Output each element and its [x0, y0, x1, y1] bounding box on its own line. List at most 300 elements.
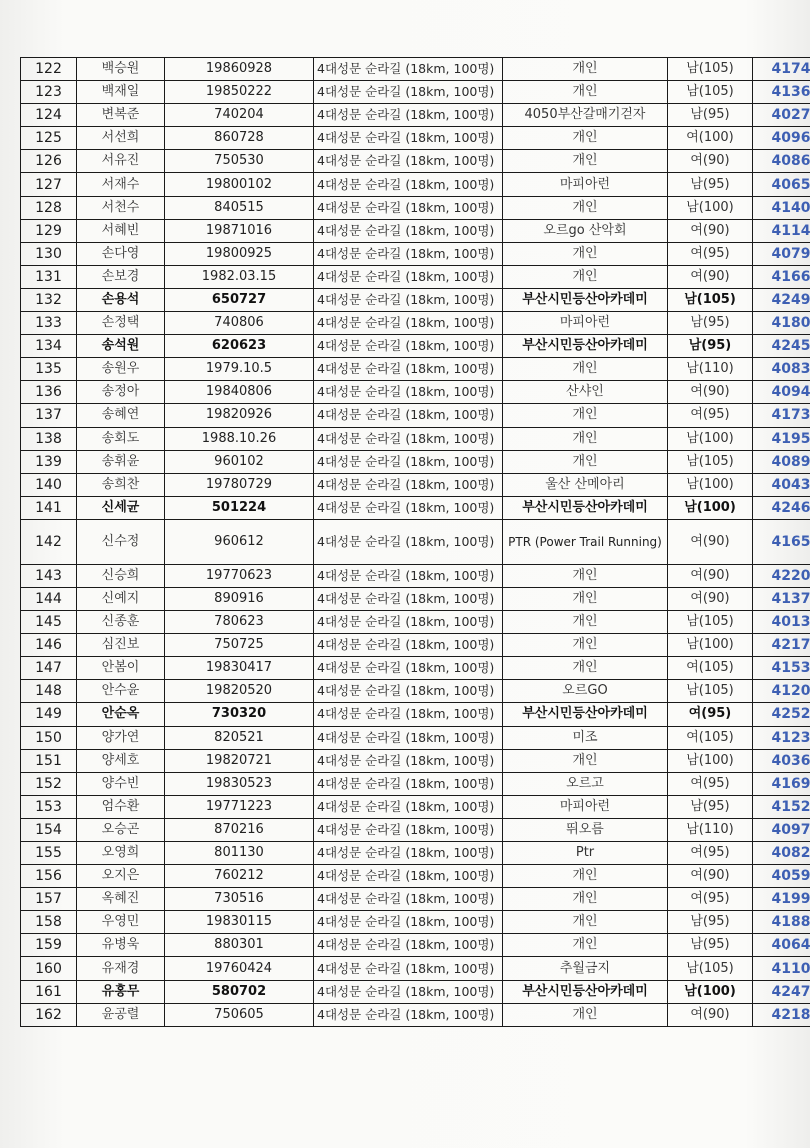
table-row	[21, 980, 810, 1003]
club-name: 개인	[503, 587, 668, 610]
row-number: 162	[21, 1003, 77, 1026]
course-name: 4대성문 순라길 (18km, 100명)	[314, 288, 503, 311]
club-name: 오르GO	[503, 680, 668, 703]
shirt-size: 남(105)	[668, 58, 753, 81]
course-name: 4대성문 순라길 (18km, 100명)	[314, 957, 503, 980]
birth-date: 19830115	[165, 911, 314, 934]
bib-number: 4199	[753, 888, 810, 911]
table-row	[21, 657, 810, 680]
birth-date: 580702	[165, 980, 314, 1003]
course-name: 4대성문 순라길 (18km, 100명)	[314, 219, 503, 242]
row-number: 138	[21, 427, 77, 450]
shirt-size: 여(90)	[668, 150, 753, 173]
row-number: 140	[21, 473, 77, 496]
table-row	[21, 865, 810, 888]
club-name: Ptr	[503, 842, 668, 865]
birth-date: 19830523	[165, 772, 314, 795]
table-row	[21, 381, 810, 404]
participant-name: 신수정	[77, 519, 165, 564]
birth-date: 801130	[165, 842, 314, 865]
shirt-size: 남(105)	[668, 288, 753, 311]
row-number: 126	[21, 150, 77, 173]
bib-number: 4136	[753, 81, 810, 104]
participant-name: 양세호	[77, 749, 165, 772]
shirt-size: 여(95)	[668, 842, 753, 865]
shirt-size: 여(95)	[668, 772, 753, 795]
row-number: 150	[21, 726, 77, 749]
club-name: 개인	[503, 58, 668, 81]
table-row	[21, 81, 810, 104]
course-name: 4대성문 순라길 (18km, 100명)	[314, 404, 503, 427]
bib-number: 4249	[753, 288, 810, 311]
course-name: 4대성문 순라길 (18km, 100명)	[314, 358, 503, 381]
bib-number: 4036	[753, 749, 810, 772]
club-name: 개인	[503, 127, 668, 150]
participant-name: 유재경	[77, 957, 165, 980]
row-number: 157	[21, 888, 77, 911]
shirt-size: 남(110)	[668, 358, 753, 381]
shirt-size: 남(100)	[668, 196, 753, 219]
birth-date: 750605	[165, 1003, 314, 1026]
shirt-size: 남(100)	[668, 749, 753, 772]
table-row	[21, 564, 810, 587]
participant-name: 우영민	[77, 911, 165, 934]
table-row	[21, 196, 810, 219]
club-name: 오르go 산악회	[503, 219, 668, 242]
bib-number: 4114	[753, 219, 810, 242]
table-row	[21, 1003, 810, 1026]
club-name: 개인	[503, 358, 668, 381]
birth-date: 19770623	[165, 564, 314, 587]
participant-name: 손정택	[77, 312, 165, 335]
club-name: 추월금지	[503, 957, 668, 980]
row-number: 159	[21, 934, 77, 957]
shirt-size: 여(90)	[668, 381, 753, 404]
birth-date: 19771223	[165, 795, 314, 818]
birth-date: 19871016	[165, 219, 314, 242]
shirt-size: 남(110)	[668, 818, 753, 841]
row-number: 156	[21, 865, 77, 888]
club-name: 개인	[503, 634, 668, 657]
course-name: 4대성문 순라길 (18km, 100명)	[314, 680, 503, 703]
bib-number: 4110	[753, 957, 810, 980]
course-name: 4대성문 순라길 (18km, 100명)	[314, 81, 503, 104]
bib-number: 4043	[753, 473, 810, 496]
bib-number: 4247	[753, 980, 810, 1003]
course-name: 4대성문 순라길 (18km, 100명)	[314, 312, 503, 335]
shirt-size: 여(95)	[668, 242, 753, 265]
row-number: 132	[21, 288, 77, 311]
bib-number: 4123	[753, 726, 810, 749]
table-row	[21, 335, 810, 358]
participant-name: 신종훈	[77, 611, 165, 634]
table-row	[21, 587, 810, 610]
table-row	[21, 473, 810, 496]
bib-number: 4165	[753, 519, 810, 564]
row-number: 148	[21, 680, 77, 703]
shirt-size: 여(90)	[668, 265, 753, 288]
course-name: 4대성문 순라길 (18km, 100명)	[314, 196, 503, 219]
course-name: 4대성문 순라길 (18km, 100명)	[314, 58, 503, 81]
shirt-size: 여(100)	[668, 127, 753, 150]
club-name: 개인	[503, 657, 668, 680]
shirt-size: 여(90)	[668, 564, 753, 587]
course-name: 4대성문 순라길 (18km, 100명)	[314, 587, 503, 610]
table-row	[21, 450, 810, 473]
course-name: 4대성문 순라길 (18km, 100명)	[314, 703, 503, 726]
birth-date: 730516	[165, 888, 314, 911]
table-row	[21, 680, 810, 703]
club-name: 개인	[503, 196, 668, 219]
club-name: 개인	[503, 749, 668, 772]
row-number: 151	[21, 749, 77, 772]
course-name: 4대성문 순라길 (18km, 100명)	[314, 242, 503, 265]
table-row	[21, 496, 810, 519]
bib-number: 4152	[753, 795, 810, 818]
row-number: 128	[21, 196, 77, 219]
table-row	[21, 842, 810, 865]
shirt-size: 남(100)	[668, 980, 753, 1003]
participant-name: 유병욱	[77, 934, 165, 957]
participant-name: 서천수	[77, 196, 165, 219]
row-number: 155	[21, 842, 77, 865]
course-name: 4대성문 순라길 (18km, 100명)	[314, 335, 503, 358]
course-name: 4대성문 순라길 (18km, 100명)	[314, 795, 503, 818]
participant-name: 서선희	[77, 127, 165, 150]
participant-name: 오영희	[77, 842, 165, 865]
club-name: 울산 산메아리	[503, 473, 668, 496]
club-name: 오르고	[503, 772, 668, 795]
row-number: 146	[21, 634, 77, 657]
birth-date: 780623	[165, 611, 314, 634]
shirt-size: 남(105)	[668, 611, 753, 634]
birth-date: 501224	[165, 496, 314, 519]
birth-date: 870216	[165, 818, 314, 841]
participant-name: 신승희	[77, 564, 165, 587]
birth-date: 19780729	[165, 473, 314, 496]
participant-table-body	[21, 58, 810, 1027]
bib-number: 4217	[753, 634, 810, 657]
row-number: 147	[21, 657, 77, 680]
course-name: 4대성문 순라길 (18km, 100명)	[314, 496, 503, 519]
birth-date: 19820520	[165, 680, 314, 703]
bib-number: 4083	[753, 358, 810, 381]
shirt-size: 남(105)	[668, 450, 753, 473]
bib-number: 4180	[753, 312, 810, 335]
row-number: 139	[21, 450, 77, 473]
row-number: 127	[21, 173, 77, 196]
row-number: 144	[21, 587, 77, 610]
birth-date: 620623	[165, 335, 314, 358]
shirt-size: 남(95)	[668, 173, 753, 196]
club-name: 부산시민등산아카데미	[503, 980, 668, 1003]
participant-name: 신세균	[77, 496, 165, 519]
shirt-size: 여(90)	[668, 1003, 753, 1026]
table-row	[21, 427, 810, 450]
birth-date: 19800925	[165, 242, 314, 265]
row-number: 152	[21, 772, 77, 795]
table-row	[21, 772, 810, 795]
participant-name: 송원우	[77, 358, 165, 381]
table-row	[21, 634, 810, 657]
row-number: 141	[21, 496, 77, 519]
shirt-size: 여(90)	[668, 519, 753, 564]
course-name: 4대성문 순라길 (18km, 100명)	[314, 150, 503, 173]
row-number: 131	[21, 265, 77, 288]
participant-name: 오지은	[77, 865, 165, 888]
participant-name: 양수빈	[77, 772, 165, 795]
club-name: 개인	[503, 1003, 668, 1026]
birth-date: 19830417	[165, 657, 314, 680]
bib-number: 4065	[753, 173, 810, 196]
course-name: 4대성문 순라길 (18km, 100명)	[314, 473, 503, 496]
row-number: 153	[21, 795, 77, 818]
bib-number: 4173	[753, 404, 810, 427]
birth-date: 19840806	[165, 381, 314, 404]
bib-number: 4089	[753, 450, 810, 473]
participant-name: 유홍무	[77, 980, 165, 1003]
shirt-size: 남(105)	[668, 957, 753, 980]
shirt-size: 여(105)	[668, 657, 753, 680]
club-name: 개인	[503, 911, 668, 934]
shirt-size: 여(105)	[668, 726, 753, 749]
table-row	[21, 611, 810, 634]
table-row	[21, 818, 810, 841]
bib-number: 4220	[753, 564, 810, 587]
table-row	[21, 703, 810, 726]
birth-date: 960612	[165, 519, 314, 564]
bib-number: 4064	[753, 934, 810, 957]
birth-date: 1988.10.26	[165, 427, 314, 450]
course-name: 4대성문 순라길 (18km, 100명)	[314, 173, 503, 196]
bib-number: 4153	[753, 657, 810, 680]
participant-name: 안수윤	[77, 680, 165, 703]
bib-number: 4246	[753, 496, 810, 519]
table-row	[21, 795, 810, 818]
bib-number: 4245	[753, 335, 810, 358]
row-number: 145	[21, 611, 77, 634]
row-number: 133	[21, 312, 77, 335]
participant-name: 손보경	[77, 265, 165, 288]
shirt-size: 남(95)	[668, 934, 753, 957]
row-number: 130	[21, 242, 77, 265]
course-name: 4대성문 순라길 (18km, 100명)	[314, 1003, 503, 1026]
bib-number: 4252	[753, 703, 810, 726]
participant-name: 안봄이	[77, 657, 165, 680]
participant-name: 송희찬	[77, 473, 165, 496]
table-row	[21, 911, 810, 934]
course-name: 4대성문 순라길 (18km, 100명)	[314, 657, 503, 680]
shirt-size: 남(100)	[668, 473, 753, 496]
birth-date: 1979.10.5	[165, 358, 314, 381]
table-row	[21, 265, 810, 288]
course-name: 4대성문 순라길 (18km, 100명)	[314, 427, 503, 450]
birth-date: 860728	[165, 127, 314, 150]
shirt-size: 남(105)	[668, 680, 753, 703]
row-number: 160	[21, 957, 77, 980]
club-name: 부산시민등산아카데미	[503, 496, 668, 519]
row-number: 122	[21, 58, 77, 81]
club-name: 개인	[503, 611, 668, 634]
club-name: PTR (Power Trail Running)	[503, 519, 668, 564]
birth-date: 750530	[165, 150, 314, 173]
participant-name: 손다영	[77, 242, 165, 265]
shirt-size: 남(95)	[668, 911, 753, 934]
bib-number: 4079	[753, 242, 810, 265]
birth-date: 19860928	[165, 58, 314, 81]
participant-name: 송석원	[77, 335, 165, 358]
row-number: 136	[21, 381, 77, 404]
club-name: 4050부산갈매기걷자	[503, 104, 668, 127]
row-number: 158	[21, 911, 77, 934]
club-name: 마피아런	[503, 312, 668, 335]
participant-name: 양가연	[77, 726, 165, 749]
club-name: 개인	[503, 150, 668, 173]
club-name: 개인	[503, 865, 668, 888]
participant-name: 엄수환	[77, 795, 165, 818]
bib-number: 4013	[753, 611, 810, 634]
birth-date: 19820721	[165, 749, 314, 772]
club-name: 개인	[503, 242, 668, 265]
bib-number: 4086	[753, 150, 810, 173]
course-name: 4대성문 순라길 (18km, 100명)	[314, 265, 503, 288]
club-name: 산샤인	[503, 381, 668, 404]
table-row	[21, 312, 810, 335]
row-number: 125	[21, 127, 77, 150]
row-number: 142	[21, 519, 77, 564]
birth-date: 19820926	[165, 404, 314, 427]
club-name: 개인	[503, 888, 668, 911]
course-name: 4대성문 순라길 (18km, 100명)	[314, 381, 503, 404]
participant-name: 손용석	[77, 288, 165, 311]
bib-number: 4120	[753, 680, 810, 703]
participant-table	[20, 57, 810, 1027]
row-number: 135	[21, 358, 77, 381]
club-name: 개인	[503, 81, 668, 104]
bib-number: 4218	[753, 1003, 810, 1026]
table-row	[21, 150, 810, 173]
table-row	[21, 358, 810, 381]
club-name: 개인	[503, 934, 668, 957]
bib-number: 4174	[753, 58, 810, 81]
row-number: 143	[21, 564, 77, 587]
participant-name: 송회도	[77, 427, 165, 450]
club-name: 마피아런	[503, 795, 668, 818]
table-row	[21, 957, 810, 980]
birth-date: 960102	[165, 450, 314, 473]
shirt-size: 남(95)	[668, 312, 753, 335]
club-name: 개인	[503, 450, 668, 473]
row-number: 129	[21, 219, 77, 242]
table-row	[21, 242, 810, 265]
birth-date: 840515	[165, 196, 314, 219]
course-name: 4대성문 순라길 (18km, 100명)	[314, 772, 503, 795]
shirt-size: 남(100)	[668, 634, 753, 657]
shirt-size: 남(100)	[668, 427, 753, 450]
table-row	[21, 173, 810, 196]
club-name: 마피아런	[503, 173, 668, 196]
participant-name: 서재수	[77, 173, 165, 196]
table-row	[21, 934, 810, 957]
row-number: 123	[21, 81, 77, 104]
course-name: 4대성문 순라길 (18km, 100명)	[314, 888, 503, 911]
row-number: 134	[21, 335, 77, 358]
bib-number: 4082	[753, 842, 810, 865]
course-name: 4대성문 순라길 (18km, 100명)	[314, 865, 503, 888]
club-name: 개인	[503, 564, 668, 587]
course-name: 4대성문 순라길 (18km, 100명)	[314, 911, 503, 934]
bib-number: 4094	[753, 381, 810, 404]
row-number: 149	[21, 703, 77, 726]
participant-name: 옥혜진	[77, 888, 165, 911]
birth-date: 750725	[165, 634, 314, 657]
bib-number: 4059	[753, 865, 810, 888]
participant-name: 송휘윤	[77, 450, 165, 473]
birth-date: 820521	[165, 726, 314, 749]
course-name: 4대성문 순라길 (18km, 100명)	[314, 980, 503, 1003]
bib-number: 4188	[753, 911, 810, 934]
bib-number: 4137	[753, 587, 810, 610]
course-name: 4대성문 순라길 (18km, 100명)	[314, 611, 503, 634]
table-row	[21, 749, 810, 772]
table-row	[21, 58, 810, 81]
birth-date: 740806	[165, 312, 314, 335]
shirt-size: 남(95)	[668, 795, 753, 818]
club-name: 부산시민등산아카데미	[503, 335, 668, 358]
table-row	[21, 888, 810, 911]
table-row	[21, 104, 810, 127]
course-name: 4대성문 순라길 (18km, 100명)	[314, 726, 503, 749]
participant-name: 윤공렬	[77, 1003, 165, 1026]
birth-date: 19800102	[165, 173, 314, 196]
bib-number: 4096	[753, 127, 810, 150]
club-name: 뛰오름	[503, 818, 668, 841]
bib-number: 4097	[753, 818, 810, 841]
birth-date: 730320	[165, 703, 314, 726]
club-name: 부산시민등산아카데미	[503, 288, 668, 311]
course-name: 4대성문 순라길 (18km, 100명)	[314, 519, 503, 564]
bib-number: 4027	[753, 104, 810, 127]
birth-date: 740204	[165, 104, 314, 127]
participant-name: 심진보	[77, 634, 165, 657]
row-number: 154	[21, 818, 77, 841]
birth-date: 760212	[165, 865, 314, 888]
club-name: 개인	[503, 404, 668, 427]
bib-number: 4140	[753, 196, 810, 219]
participant-name: 변복준	[77, 104, 165, 127]
course-name: 4대성문 순라길 (18km, 100명)	[314, 450, 503, 473]
shirt-size: 여(90)	[668, 219, 753, 242]
birth-date: 880301	[165, 934, 314, 957]
birth-date: 19760424	[165, 957, 314, 980]
shirt-size: 여(95)	[668, 888, 753, 911]
course-name: 4대성문 순라길 (18km, 100명)	[314, 564, 503, 587]
participant-name: 송정아	[77, 381, 165, 404]
birth-date: 1982.03.15	[165, 265, 314, 288]
participant-name: 안순옥	[77, 703, 165, 726]
row-number: 137	[21, 404, 77, 427]
table-row	[21, 726, 810, 749]
course-name: 4대성문 순라길 (18km, 100명)	[314, 934, 503, 957]
shirt-size: 남(95)	[668, 335, 753, 358]
birth-date: 890916	[165, 587, 314, 610]
row-number: 161	[21, 980, 77, 1003]
participant-name: 송혜연	[77, 404, 165, 427]
table-row	[21, 404, 810, 427]
participant-name: 신예지	[77, 587, 165, 610]
shirt-size: 남(105)	[668, 81, 753, 104]
club-name: 개인	[503, 427, 668, 450]
